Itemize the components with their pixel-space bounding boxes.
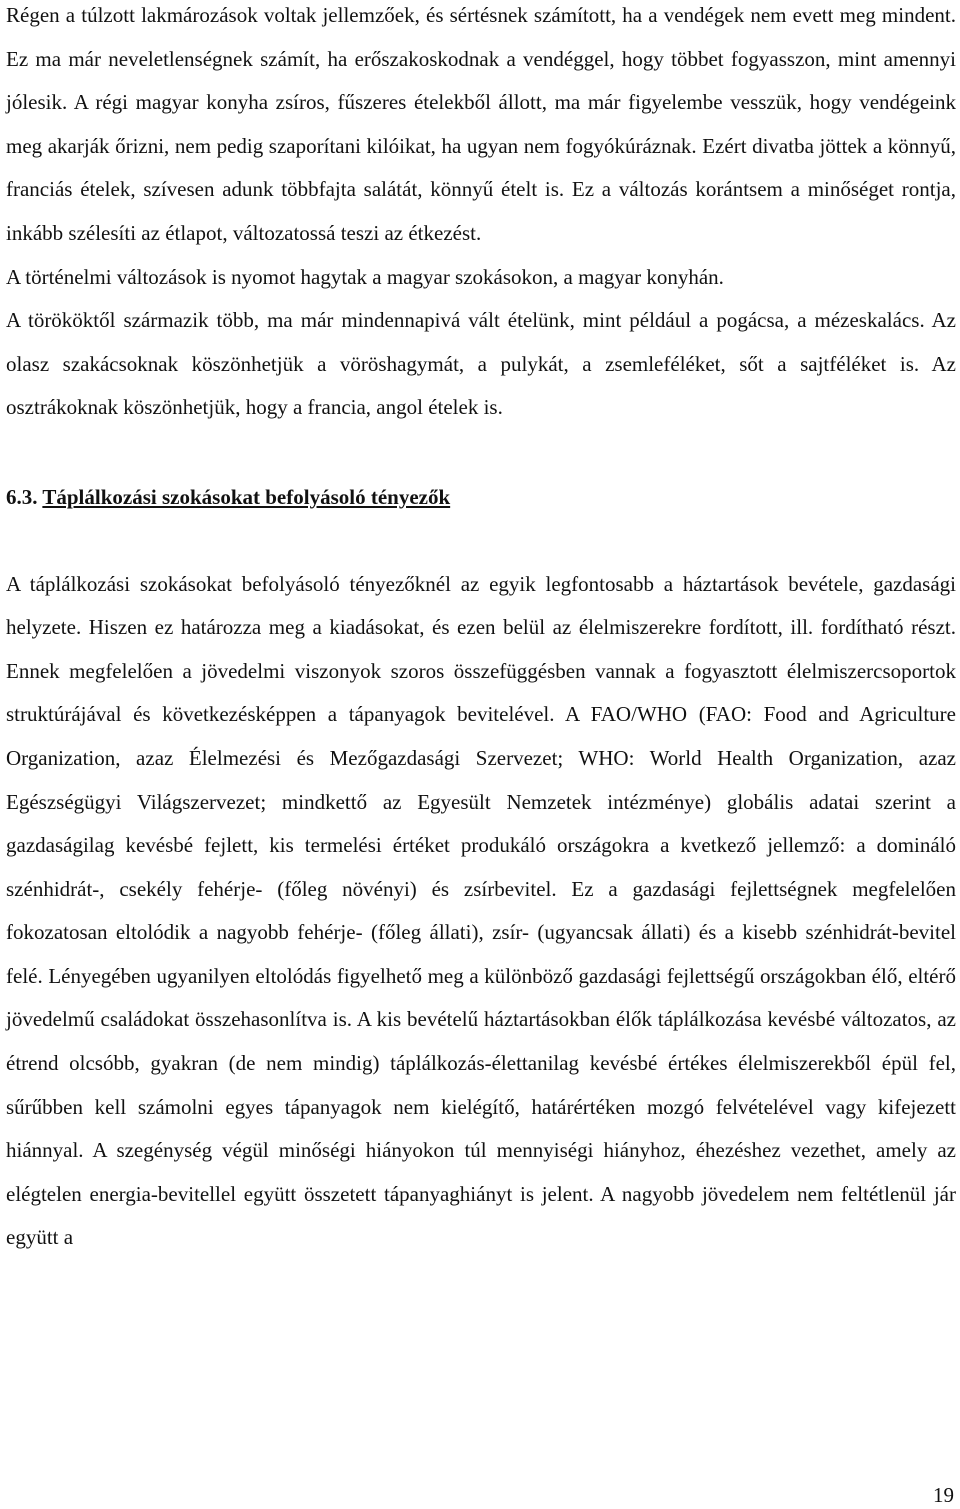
section-heading <box>6 476 956 520</box>
section-title: Táplálkozási szokásokat befolyásoló tényezők <box>42 484 451 509</box>
paragraph-historical-changes: A történelmi változások is nyomot hagytak a magyar szokásokon, a magyar konyhán. <box>6 264 724 289</box>
paragraph-hospitality-customs: Régen a túlzott lakmározások voltak jellemzőek, és sértésnek számított, ha a vendégek nem evett meg mindent. Ez ma már neveletlenségnek számít, ha erőszakoskodnak a vendéggel, hogy többet fogyasszon, mint amennyi jólesik. A régi magyar konyha zsíros, fűszeres ételekből állott, ma már figyelembe vesszük, hogy vendégeink meg akarják őrizni, nem pedig szaporítani kilóikat, ha ugyan nem fogyókúráznak. Ezért divatba jöttek a könnyű, franciás ételek, szívesen adunk többfajta salátát, könnyű ételt is. Ez a változás korántsem a minőséget rontja, inkább szélesíti az étlapot, változatossá teszi az étkezést. <box>6 3 956 245</box>
document-page <box>6 0 956 1260</box>
page-number: 19 <box>933 1483 954 1507</box>
paragraph-foreign-influences: A törököktől származik több, ma már mindennapivá vált ételünk, mint például a pogácsa, a mézeskalács. Az olasz szakácsoknak köszönhetjük a vöröshagymát, a pulykát, a zsemleféléket, sőt a sajtféléket is. Az osztrákoknak köszönhetjük, hogy a francia, angol ételek is. <box>6 308 956 420</box>
paragraph-income-factors: A táplálkozási szokásokat befolyásoló tényezőknél az egyik legfontosabb a háztartások bevétele, gazdasági helyzete. Hiszen ez határozza meg a kiadásokat, és ezen belül az élelmiszerekre fordított, ill. fordítható részt. Ennek megfelelően a jövedelmi viszonyok szoros összefüggésben vannak a fogyasztott élelmiszercsoportok struktúrájával és következésképpen a tápanyagok bevitelével. A FAO/WHO (FAO: Food and Agriculture Organization, azaz Élelmezési és Mezőgazdasági Szervezet; WHO: World Health Organization, azaz Egészségügyi Világszervezet; mindkettő az Egyesült Nemzetek intézménye) globális adatai szerint a gazdaságilag kevésbé fejlett, kis termelési értéket produkáló országokra a kvetkező jellemző: a domináló szénhidrát-, csekély fehérje- (főleg növényi) és zsírbevitel. Ez a gazdasági fejlettségnek megfelelően fokozatosan eltolódik a nagyobb fehérje- (főleg állati), zsír- (ugyancsak állati) és a kisebb szénhidrát-bevitel felé. Lényegében ugyanilyen eltolódás figyelhető meg a különböző gazdasági fejlettségű országokban élő, eltérő jövedelmű családokat összehasonlítva is. A kis bevételű háztartásokban élők táplálkozása kevésbé változatos, az étrend olcsóbb, gyakran (de nem mindig) táplálkozás-élettanilag kevésbé értékes élelmiszerekből épül fel, sűrűbben kell számolni egyes tápanyagok nem kielégítő, határértéken mozgó felvételével vagy kifejezett hiánnyal. A szegénység végül minőségi hiányokon túl mennyiségi hiányhoz, éhezéshez vezethet, amely az elégtelen energia-bevitellel együtt összetett tápanyaghiányt is jelent. A nagyobb jövedelem nem feltétlenül jár együtt a <box>6 571 956 1250</box>
section-number: 6.3. <box>6 484 38 509</box>
